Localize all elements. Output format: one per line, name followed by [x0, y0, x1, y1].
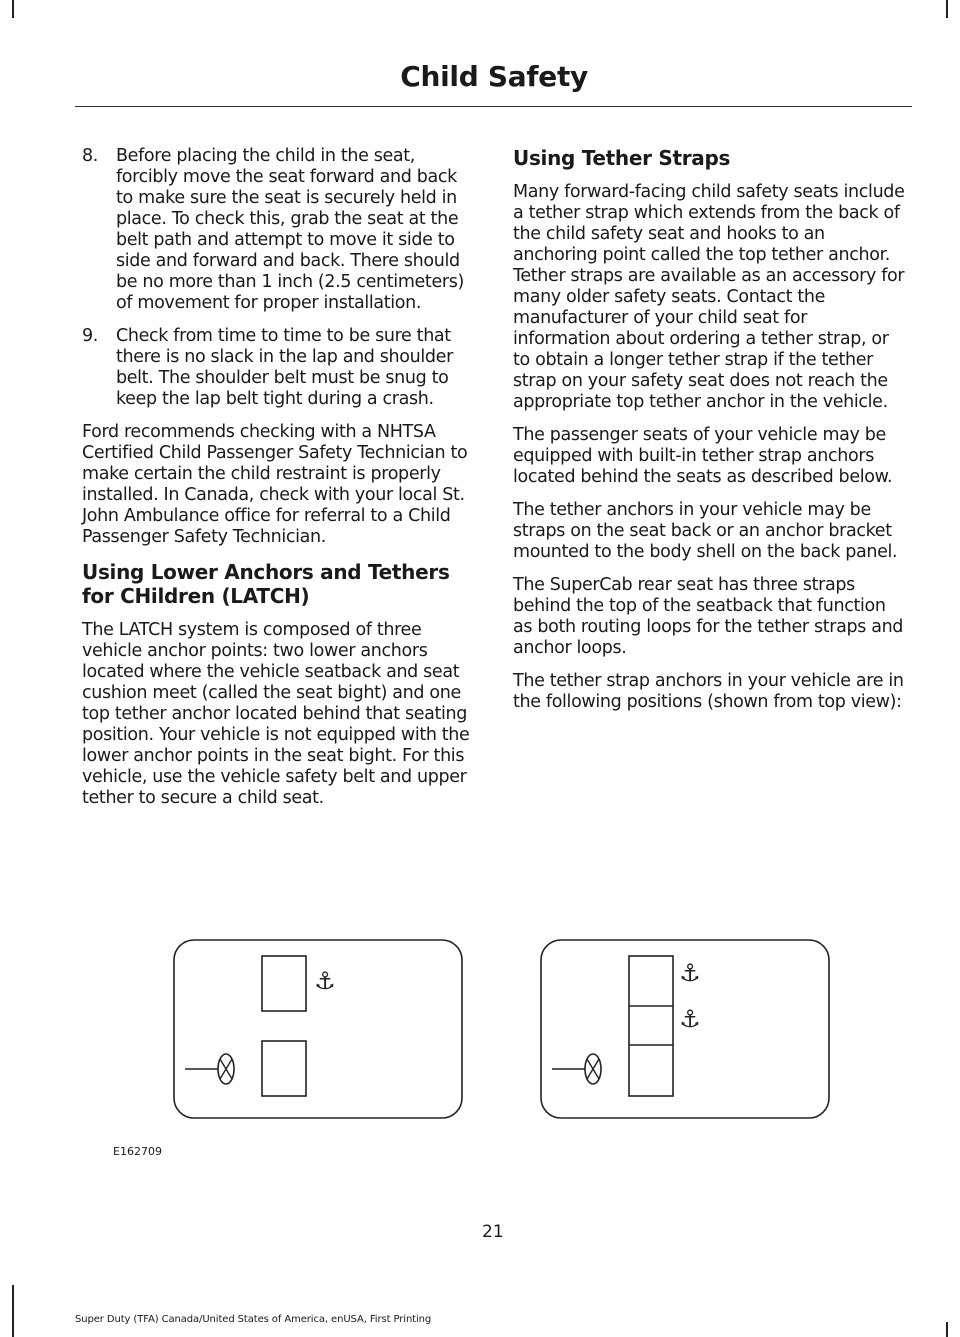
tether-paragraph-3: The tether anchors in your vehicle may be straps on the seat back or an anchor bracket mounted to the body shell on the back panel.: [513, 500, 898, 562]
regular-cab-tether-diagram: [173, 939, 463, 1119]
anchor-icon: ⚓: [679, 1005, 701, 1033]
page-title: Child Safety: [400, 60, 588, 93]
step-text: Check from time to time to be sure that there is no slack in the lap and shoulder belt. The shoulder belt must be snug to keep the lap belt tight during a crash.: [116, 326, 453, 409]
right-column: [513, 146, 906, 725]
anchor-icon: ⚓: [314, 967, 336, 995]
front-seat: [262, 1041, 306, 1096]
step-9: [82, 326, 475, 410]
tether-paragraph-4: The SuperCab rear seat has three straps behind the top of the seatback that function as both routing loops for the tether straps and anchor loops.: [513, 575, 904, 658]
tether-paragraph-5: The tether strap anchors in your vehicle are in the following positions (shown from top view):: [513, 671, 904, 712]
front-seat: [262, 956, 306, 1011]
anchor-icon: ⚓: [679, 959, 701, 987]
crop-mark-bottom-right: [946, 1322, 948, 1337]
latch-heading: Using Lower Anchors and Tethers for CHildren (LATCH): [82, 560, 450, 608]
rear-bench-seat: [629, 956, 673, 1096]
footer-text: Super Duty (TFA) Canada/United States of America, enUSA, First Printing: [75, 1314, 432, 1325]
nhtsa-paragraph: Ford recommends checking with a NHTSA Certified Child Passenger Safety Technician to make certain the child restraint is properly installed. In Canada, check with your local St. John Ambulance office for referral to a Child Passenger Safety Technician.: [82, 422, 468, 547]
page-number: 21: [482, 1222, 504, 1242]
tether-paragraph-2: The passenger seats of your vehicle may be equipped with built-in tether strap anchors located behind the seats as described below.: [513, 425, 893, 487]
latch-paragraph: The LATCH system is composed of three vehicle anchor points: two lower anchors located where the vehicle seatback and seat cushion meet (called the seat bight) and one top tether anchor located behind that seating position. Your vehicle is not equipped with the lower anchor points in the seat bight. For this vehicle, use the vehicle safety belt and upper tether to secure a child seat.: [82, 620, 470, 808]
figure-code: E162709: [113, 1145, 162, 1158]
left-column: [82, 146, 475, 821]
crop-mark-top-right: [946, 0, 948, 18]
step-8: [82, 146, 475, 314]
tether-paragraph-1: Many forward-facing child safety seats include a tether strap which extends from the back of the child safety seat and hooks to an anchoring point called the top tether anchor. Tether straps are available as an accessory for many older safety seats. Contact the manufacturer of your child seat for information about ordering a tether strap, or to obtain a longer tether strap if the tether strap on your safety seat does not reach the appropriate top tether anchor in the vehicle.: [513, 182, 905, 412]
crop-mark-bottom-left: [12, 1285, 14, 1337]
step-number: 8.: [82, 146, 98, 166]
tether-heading: Using Tether Straps: [513, 146, 731, 170]
step-number: 9.: [82, 326, 98, 346]
step-text: Before placing the child in the seat, forcibly move the seat forward and back to make sure the seat is securely held in place. To check this, grab the seat at the belt path and attempt to move it side to side and forward and back. There should be no more than 1 inch (2.5 centimeters) of movement for proper installation.: [116, 146, 464, 313]
supercab-tether-diagram: [540, 939, 830, 1119]
crop-mark-top-left: [12, 0, 14, 18]
header-divider: [75, 106, 912, 107]
